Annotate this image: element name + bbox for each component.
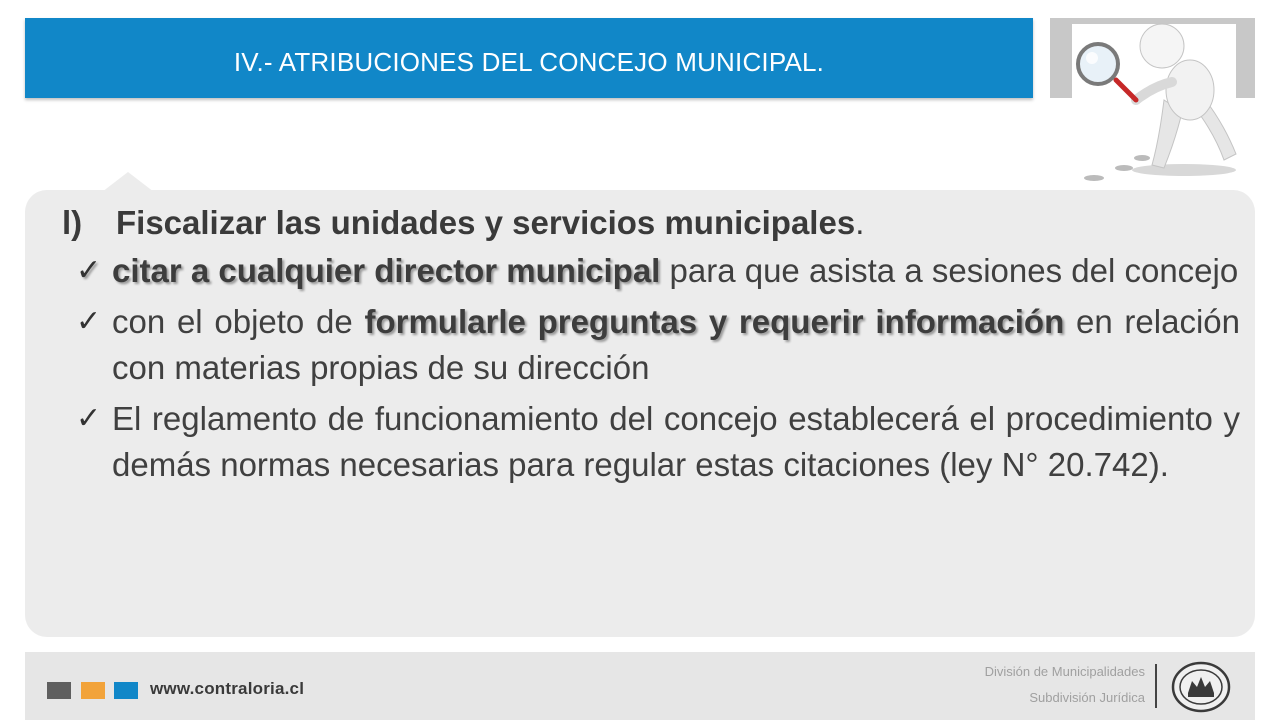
orange-square-icon <box>81 682 105 699</box>
panel-pointer <box>102 172 154 192</box>
bullet-item-2 <box>62 299 1240 391</box>
footer-divider <box>1155 664 1157 708</box>
blue-square-icon <box>114 682 138 699</box>
title-bar <box>25 18 1033 98</box>
section-heading <box>62 200 1240 246</box>
item-2-prefix: con el objeto de <box>112 303 365 340</box>
heading-period: . <box>855 204 865 241</box>
check-mark-icon: ✓ <box>76 305 102 338</box>
heading-number: l) <box>62 204 83 241</box>
website-link[interactable]: www.contraloria.cl <box>150 679 305 698</box>
check-mark-icon: ✓ <box>76 402 102 435</box>
footer-subdivision: Subdivisión Jurídica <box>1029 690 1145 705</box>
check-mark-icon: ✓ <box>76 254 102 287</box>
gray-square-icon <box>47 682 71 699</box>
item-3-text: El reglamento de funcionamiento del concejo establecerá el procedimiento y demás normas necesarias para regular estas citaciones (ley N° 20.742). <box>112 400 1240 483</box>
bullet-item-1 <box>62 248 1240 294</box>
item-2-emphasis: formularle preguntas y requerir información <box>364 303 1065 340</box>
footer-division: División de Municipalidades <box>984 664 1145 679</box>
bullet-item-3 <box>62 396 1240 488</box>
slide-title: IV.- ATRIBUCIONES DEL CONCEJO MUNICIPAL. <box>233 47 825 77</box>
heading-text: Fiscalizar las unidades y servicios municipales <box>116 204 856 241</box>
contraloria-seal-icon <box>1170 661 1232 713</box>
item-1-emphasis: citar a cualquier director municipal <box>112 252 661 289</box>
magnifying-glass-person-icon <box>1064 20 1254 190</box>
item-1-rest: para que asista a sesiones del concejo <box>660 252 1239 289</box>
content-text <box>62 200 1240 493</box>
item-2-rest: en relación con materias propias de su dirección <box>112 303 1240 386</box>
